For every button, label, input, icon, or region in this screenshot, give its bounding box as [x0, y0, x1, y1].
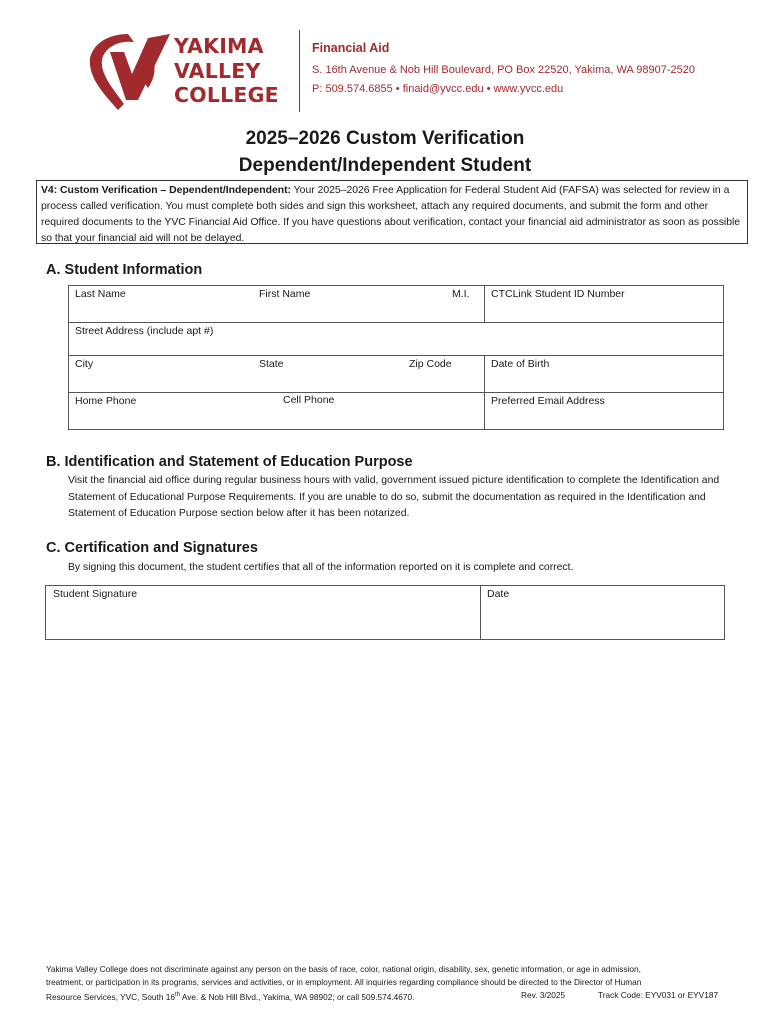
date-of-birth-label: Date of Birth: [491, 358, 550, 370]
footer-line-3: [46, 989, 736, 1004]
footer-line-3-end: Ave. & Nob Hill Blvd., Yakima, WA 98902; or call 509.574.4670.: [180, 991, 415, 1002]
first-name-label: First Name: [259, 288, 311, 300]
email-label: Preferred Email Address: [491, 395, 605, 407]
header-divider: [299, 30, 300, 112]
student-info-table: [68, 285, 724, 430]
department-address: S. 16th Avenue & Nob Hill Boulevard, PO Box 22520, Yakima, WA 98907-2520: [312, 64, 695, 76]
logo-line-valley: VALLEY: [174, 58, 261, 83]
signature-date-field[interactable]: [480, 585, 725, 640]
track-code: Track Code: EYV031 or EYV187: [598, 990, 719, 1000]
logo-line-yakima: YAKIMA: [174, 34, 264, 58]
student-signature-label: Student Signature: [53, 588, 138, 600]
intro-lead: V4: Custom Verification – Dependent/Independent:: [41, 185, 291, 196]
college-logo: [88, 30, 288, 112]
department-contact: P: 509.574.6855 • finaid@yvcc.edu • www.yvcc.edu: [312, 83, 564, 95]
state-label: State: [259, 358, 284, 370]
section-b-heading: B. Identification and Statement of Education Purpose: [46, 454, 413, 470]
footer-line-2: treatment, or participation in its programs, services and activities, or in employment. All inquiries regarding compliance should be directed to the Director of Human: [46, 977, 642, 987]
section-b-text: Visit the financial aid office during regular business hours with valid, government issued picture identification to complete the Identification and Statement of Educational Purpose Requirements. If you are unable to do so, submit the documentation as required in the Identification and Statement of Education Purpose section below after it has been notarized.: [68, 475, 720, 519]
revision-date: Rev. 3/2025: [521, 990, 566, 1000]
middle-initial-label: M.I.: [452, 288, 470, 300]
footer-line-1: Yakima Valley College does not discriminate against any person on the basis of race, color, national origin, disability, sex, genetic information, or age in admission,: [46, 964, 641, 974]
section-c-heading: C. Certification and Signatures: [46, 540, 258, 556]
page-subtitle: Dependent/Independent Student: [238, 155, 532, 176]
ctclink-id-label: CTCLink Student ID Number: [491, 288, 625, 300]
street-address-label: Street Address (include apt #): [75, 325, 214, 337]
section-a-heading: A. Student Information: [46, 262, 203, 278]
last-name-label: Last Name: [75, 288, 126, 300]
department-name: Financial Aid: [312, 41, 390, 55]
intro-text: Your 2025–2026 Free Application for Federal Student Aid (FAFSA) was selected for review in a process called verification. You must complete both sides and sign this worksheet, attach any required documents, and submit the form and other required documents to the YVC Financial Aid Office. If you have questions about verification, contact your financial aid administrator as soon as possible so that your financial aid will not be delayed.: [41, 185, 741, 244]
city-label: City: [75, 358, 94, 370]
section-c-text: By signing this document, the student certifies that all of the information reported on it is complete and correct.: [68, 562, 574, 573]
footer-line-3-start: Resource Services, YVC, South 16: [46, 991, 175, 1002]
footer-line-3-sup: th: [174, 992, 180, 998]
page-title: 2025–2026 Custom Verification: [245, 128, 525, 149]
home-phone-label: Home Phone: [75, 395, 137, 407]
logo-line-college: COLLEGE: [174, 83, 279, 107]
nondiscrimination-footer: [46, 963, 736, 1004]
cell-phone-label: Cell Phone: [283, 394, 335, 406]
signature-table: [45, 585, 725, 640]
intro-notice: [36, 180, 748, 244]
signature-date-label: Date: [487, 588, 510, 600]
zip-code-label: Zip Code: [409, 358, 452, 370]
logo-mark-icon: [88, 30, 174, 112]
logo-wordmark: [174, 34, 279, 108]
